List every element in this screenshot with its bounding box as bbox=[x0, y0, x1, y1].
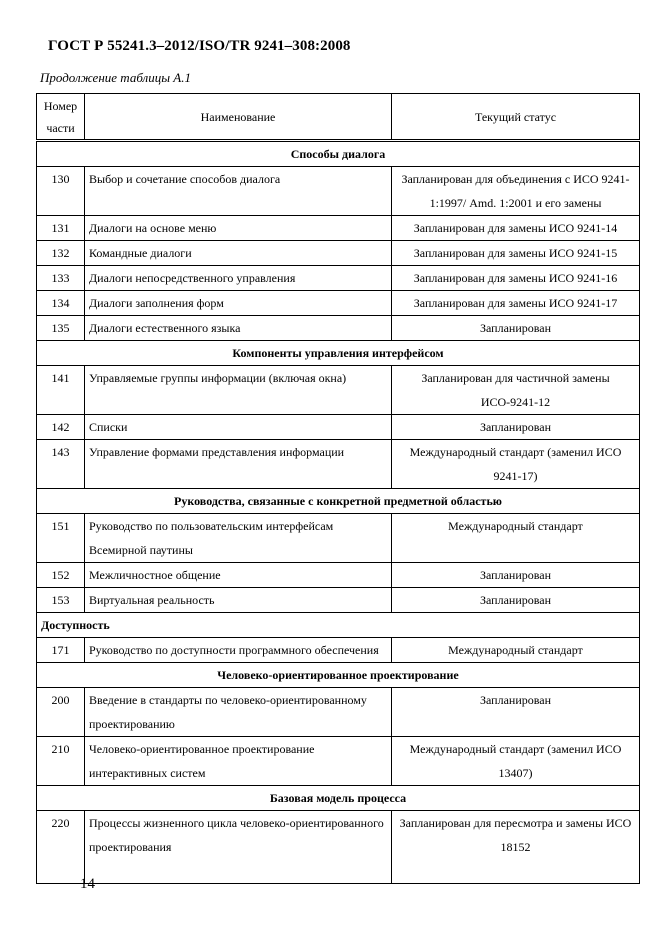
table-row bbox=[37, 415, 640, 440]
table-row bbox=[37, 266, 640, 291]
part-status-cell: Запланирован для замены ИСО 9241-15 bbox=[392, 241, 640, 266]
part-name-cell: Диалоги естественного языка bbox=[85, 316, 392, 341]
column-header-status: Текущий статус bbox=[392, 94, 640, 141]
part-number-cell: 153 bbox=[37, 588, 85, 613]
section-title: Человеко-ориентированное проектирование bbox=[37, 663, 640, 688]
part-status-cell: Запланирован bbox=[392, 688, 640, 737]
part-name-cell: Процессы жизненного цикла человеко-ориентированного проектирования bbox=[85, 811, 392, 884]
section-title: Способы диалога bbox=[37, 141, 640, 167]
part-status-cell: Международный стандарт (заменил ИСО 9241-17) bbox=[392, 440, 640, 489]
part-status-cell: Запланирован для замены ИСО 9241-14 bbox=[392, 216, 640, 241]
table-row bbox=[37, 563, 640, 588]
part-name-cell: Диалоги на основе меню bbox=[85, 216, 392, 241]
table-row bbox=[37, 811, 640, 884]
part-name-cell: Управление формами представления информации bbox=[85, 440, 392, 489]
table-continuation-caption: Продолжение таблицы А.1 bbox=[40, 70, 191, 85]
part-status-cell: Запланирован bbox=[392, 415, 640, 440]
part-status-cell: Запланирован bbox=[392, 563, 640, 588]
part-name-cell: Виртуальная реальность bbox=[85, 588, 392, 613]
part-number-cell: 220 bbox=[37, 811, 85, 884]
part-status-cell: Запланирован для частичной замены ИСО-9241-12 bbox=[392, 366, 640, 415]
table-row bbox=[37, 588, 640, 613]
part-number-cell: 200 bbox=[37, 688, 85, 737]
part-name-cell: Командные диалоги bbox=[85, 241, 392, 266]
section-row bbox=[37, 613, 640, 638]
table-row bbox=[37, 366, 640, 415]
part-status-cell: Запланирован для пересмотра и замены ИСО 18152 bbox=[392, 811, 640, 884]
part-status-cell: Международный стандарт bbox=[392, 638, 640, 663]
part-name-cell: Выбор и сочетание способов диалога bbox=[85, 167, 392, 216]
table-row bbox=[37, 440, 640, 489]
part-status-cell: Запланирован bbox=[392, 588, 640, 613]
part-status-cell: Запланирован bbox=[392, 316, 640, 341]
table-row bbox=[37, 737, 640, 786]
part-number-cell: 171 bbox=[37, 638, 85, 663]
part-status-cell: Запланирован для замены ИСО 9241-16 bbox=[392, 266, 640, 291]
column-header-number: Номер части bbox=[37, 94, 85, 141]
part-name-cell: Списки bbox=[85, 415, 392, 440]
part-number-cell: 133 bbox=[37, 266, 85, 291]
table-row bbox=[37, 241, 640, 266]
section-row bbox=[37, 786, 640, 811]
part-number-cell: 141 bbox=[37, 366, 85, 415]
part-name-cell: Руководство по доступности программного обеспечения bbox=[85, 638, 392, 663]
part-number-cell: 132 bbox=[37, 241, 85, 266]
section-row bbox=[37, 141, 640, 167]
table-row bbox=[37, 638, 640, 663]
part-number-cell: 142 bbox=[37, 415, 85, 440]
part-number-cell: 130 bbox=[37, 167, 85, 216]
section-row bbox=[37, 341, 640, 366]
section-title: Базовая модель процесса bbox=[37, 786, 640, 811]
section-row bbox=[37, 663, 640, 688]
parts-table bbox=[36, 93, 640, 884]
table-row bbox=[37, 316, 640, 341]
section-title: Руководства, связанные с конкретной предметной областью bbox=[37, 489, 640, 514]
part-name-cell: Человеко-ориентированное проектирование интерактивных систем bbox=[85, 737, 392, 786]
page-number: 14 bbox=[80, 876, 95, 892]
part-number-cell: 151 bbox=[37, 514, 85, 563]
table-row bbox=[37, 216, 640, 241]
part-status-cell: Международный стандарт (заменил ИСО 13407) bbox=[392, 737, 640, 786]
table-row bbox=[37, 167, 640, 216]
table-header-row bbox=[37, 94, 640, 141]
part-number-cell: 134 bbox=[37, 291, 85, 316]
table-row bbox=[37, 688, 640, 737]
part-number-cell: 135 bbox=[37, 316, 85, 341]
section-row bbox=[37, 489, 640, 514]
part-name-cell: Управляемые группы информации (включая окна) bbox=[85, 366, 392, 415]
table-row bbox=[37, 291, 640, 316]
table-row bbox=[37, 514, 640, 563]
part-name-cell: Межличностное общение bbox=[85, 563, 392, 588]
section-title: Доступность bbox=[37, 613, 640, 638]
column-header-name: Наименование bbox=[85, 94, 392, 141]
part-number-cell: 143 bbox=[37, 440, 85, 489]
part-name-cell: Введение в стандарты по человеко-ориентированному проектированию bbox=[85, 688, 392, 737]
part-name-cell: Диалоги заполнения форм bbox=[85, 291, 392, 316]
part-name-cell: Руководство по пользовательским интерфейсам Всемирной паутины bbox=[85, 514, 392, 563]
section-title: Компоненты управления интерфейсом bbox=[37, 341, 640, 366]
part-number-cell: 210 bbox=[37, 737, 85, 786]
document-header: ГОСТ Р 55241.3–2012/ISO/TR 9241–308:2008 bbox=[48, 38, 351, 54]
part-number-cell: 152 bbox=[37, 563, 85, 588]
part-status-cell: Международный стандарт bbox=[392, 514, 640, 563]
part-name-cell: Диалоги непосредственного управления bbox=[85, 266, 392, 291]
table-body bbox=[37, 141, 640, 884]
part-number-cell: 131 bbox=[37, 216, 85, 241]
part-status-cell: Запланирован для объединения с ИСО 9241-1:1997/ Amd. 1:2001 и его замены bbox=[392, 167, 640, 216]
part-status-cell: Запланирован для замены ИСО 9241-17 bbox=[392, 291, 640, 316]
